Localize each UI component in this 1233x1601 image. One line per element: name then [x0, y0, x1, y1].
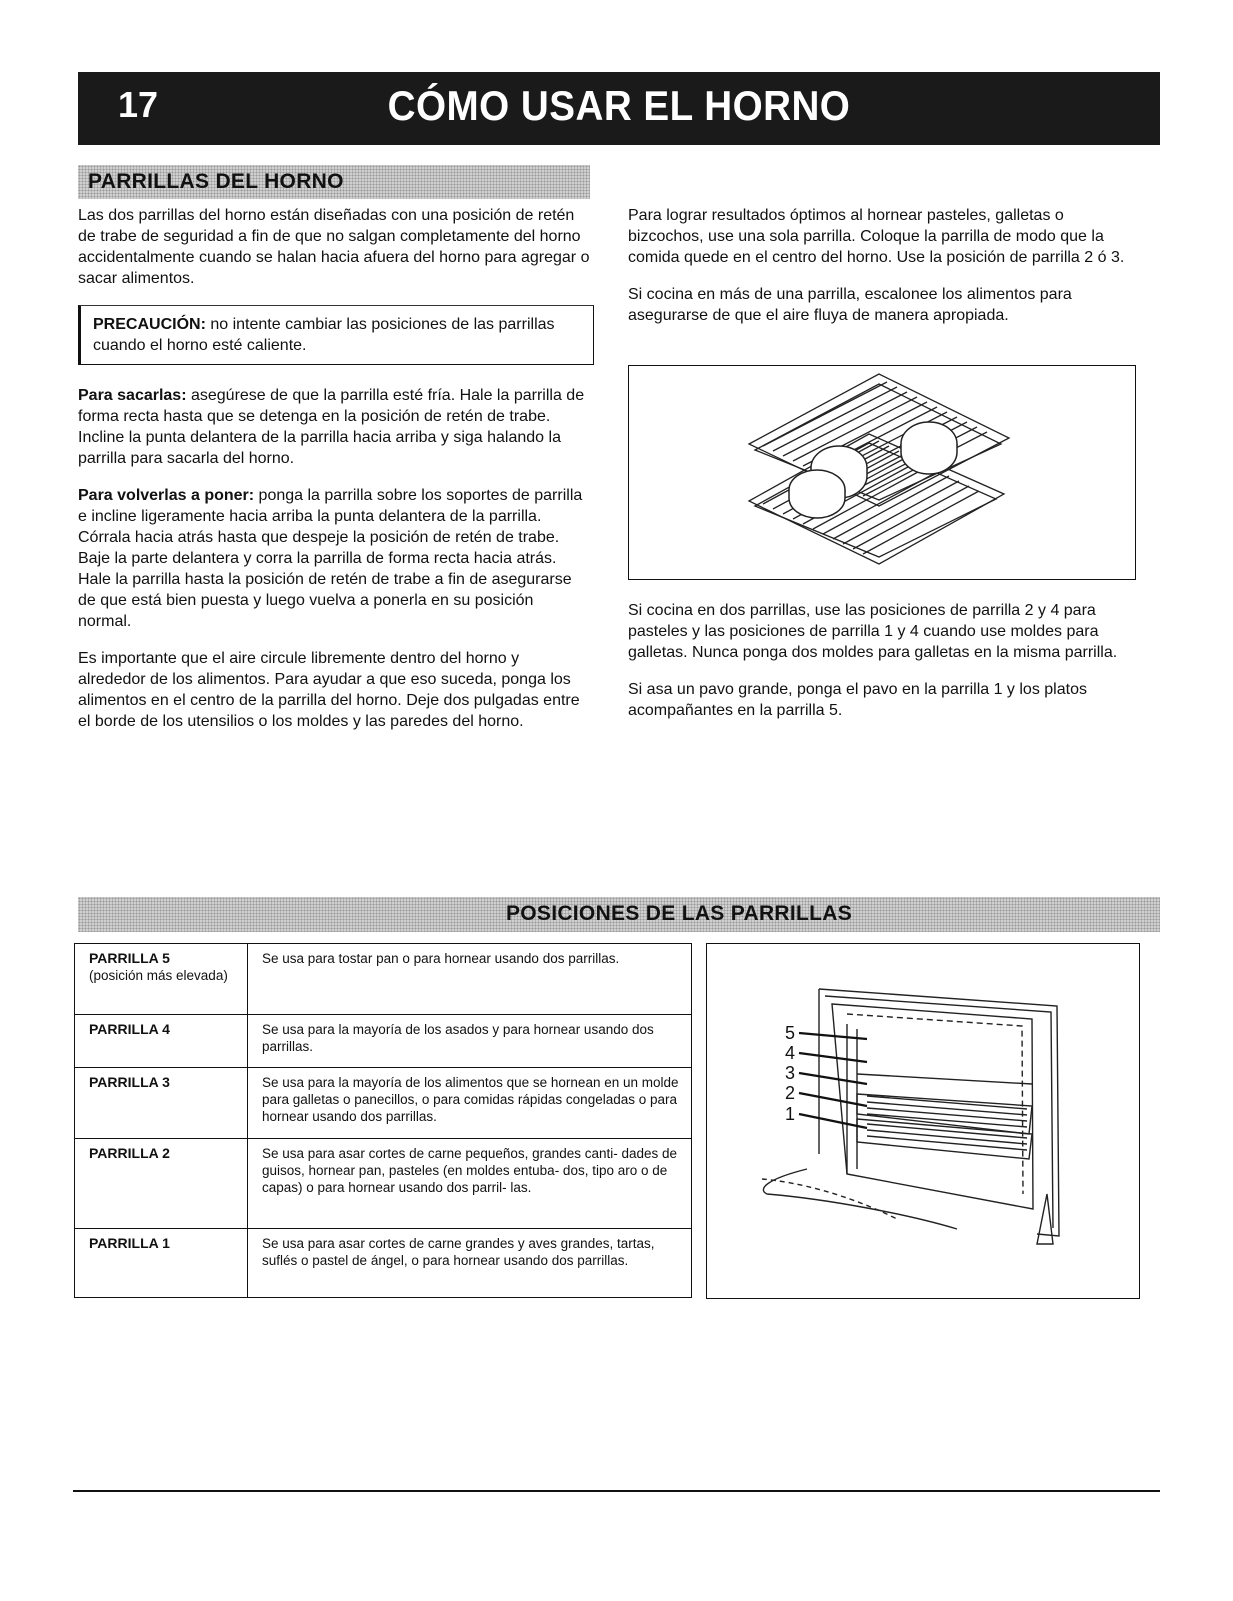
rack-name-cell [75, 1015, 248, 1068]
rack-name: PARRILLA 3 [89, 1074, 170, 1090]
stagger-paragraph: Si cocina en más de una parrilla, escalonee los alimentos para asegurarse de que el aire fluya de manera apropiada. [628, 286, 1072, 324]
right-column [628, 205, 1140, 342]
section-title: PARRILLAS DEL HORNO [88, 170, 344, 193]
rack-description: Se usa para tostar pan o para hornear usando dos parrillas. [248, 944, 692, 1015]
rack-label-3: 3 [785, 1063, 796, 1083]
rack-name-cell [75, 1229, 248, 1298]
replace-text: ponga la parrilla sobre los soportes de parrilla e incline ligeramente hacia arriba la punta delantera de la parrilla. Córrala hacia atrás hasta que despeje la posición de retén de trabe. Baje la parte delantera y corra la parrilla de forma recta hacia atrás. Hale la parrilla hasta la posición de retén de trabe a fin de asegurarse de que está bien puesta y luego vuelva a ponerla en su posición normal. [78, 487, 583, 630]
page-title: CÓMO USAR EL HORNO [387, 82, 851, 129]
footer-rule [73, 1490, 1160, 1492]
left-column [78, 205, 590, 748]
section-heading-oven-racks [78, 165, 590, 199]
rack-name-cell [75, 1139, 248, 1229]
caution-label: PRECAUCIÓN: [93, 316, 206, 333]
remove-paragraph [78, 385, 590, 469]
rack-label-1: 1 [785, 1104, 796, 1124]
page-number: 17 [118, 84, 159, 125]
rack-name: PARRILLA 4 [89, 1021, 170, 1037]
replace-label: Para volverlas a poner: [78, 487, 255, 504]
right-column-lower [628, 600, 1140, 737]
oven-drawing [707, 944, 1139, 1298]
rack-positions-table [74, 943, 692, 1298]
page-header [78, 72, 1160, 145]
rack-name-cell [75, 944, 248, 1015]
rack-description: Se usa para asar cortes de carne grandes y aves grandes, tartas, suflés o pastel de ángel, o para hornear usando dos parrillas. [248, 1229, 692, 1298]
rack-description: Se usa para la mayoría de los asados y para hornear usando dos parrillas. [248, 1015, 692, 1068]
table-row [75, 1139, 692, 1229]
caution-text: no intente cambiar las posiciones de las parrillas cuando el horno esté caliente. [93, 316, 555, 354]
replace-paragraph [78, 485, 590, 632]
rack-name-cell [75, 1068, 248, 1139]
rack-description: Se usa para asar cortes de carne pequeños, grandes canti- dades de guisos, hornear pan, pasteles (en moldes entuba- dos, tipo aro o de capas) o para hornear usando dos parril- las. [248, 1139, 692, 1229]
rack-label-4: 4 [785, 1043, 796, 1063]
rack-description: Se usa para la mayoría de los alimentos que se hornean en un molde para galletas o panecillos, o para comidas rápidas congeladas o para hornear usando dos parrillas. [248, 1068, 692, 1139]
rack-name: PARRILLA 5 [89, 950, 170, 966]
rack-label-2: 2 [785, 1083, 796, 1103]
staggered-racks-illustration [628, 365, 1136, 580]
best-results-paragraph: Para lograr resultados óptimos al hornear pasteles, galletas o bizcochos, use una sola parrilla. Coloque la parrilla de modo que la comida quede en el centro del horno. Use la posición de parrilla 2 ó 3. [628, 207, 1125, 266]
oven-rack-positions-diagram [706, 943, 1140, 1299]
racks-drawing [629, 366, 1135, 579]
section-heading-rack-positions [78, 897, 1160, 932]
remove-label: Para sacarlas: [78, 387, 187, 404]
rack-note: (posición más elevada) [89, 968, 228, 983]
table-row [75, 1229, 692, 1298]
intro-paragraph: Las dos parrillas del horno están diseñadas con una posición de retén de trabe de seguridad a fin de que no salgan completamente del horno accidentalmente cuando se halan hacia afuera del horno para agregar o sacar alimentos. [78, 207, 590, 287]
table-row [75, 944, 692, 1015]
airflow-paragraph: Es importante que el aire circule libremente dentro del horno y alrededor de los alimentos. Para ayudar a que eso suceda, ponga los alimentos en el centro de la parrilla del horno. Deje dos pulgadas entre el borde de los utensilios o los moldes y las paredes del horno. [78, 650, 580, 730]
table-row [75, 1015, 692, 1068]
remove-text: asegúrese de que la parrilla esté fría. Hale la parrilla de forma recta hasta que se detenga en la posición de retén de trabe. Incline la punta delantera de la parrilla hacia arriba y siga halando la parrilla para sacarla del horno. [78, 387, 585, 467]
rack-name: PARRILLA 2 [89, 1145, 170, 1161]
turkey-paragraph: Si asa un pavo grande, ponga el pavo en la parrilla 1 y los platos acompañantes en la parrilla 5. [628, 681, 1087, 719]
table-row [75, 1068, 692, 1139]
section-title-2: POSICIONES DE LAS PARRILLAS [505, 902, 853, 925]
rack-name: PARRILLA 1 [89, 1235, 170, 1251]
two-racks-paragraph: Si cocina en dos parrillas, use las posiciones de parrilla 2 y 4 para pasteles y las posiciones de parrilla 1 y 4 cuando use moldes para galletas. Nunca ponga dos moldes para galletas en la misma parrilla. [628, 602, 1118, 661]
caution-box [78, 305, 594, 365]
rack-label-5: 5 [785, 1023, 796, 1043]
